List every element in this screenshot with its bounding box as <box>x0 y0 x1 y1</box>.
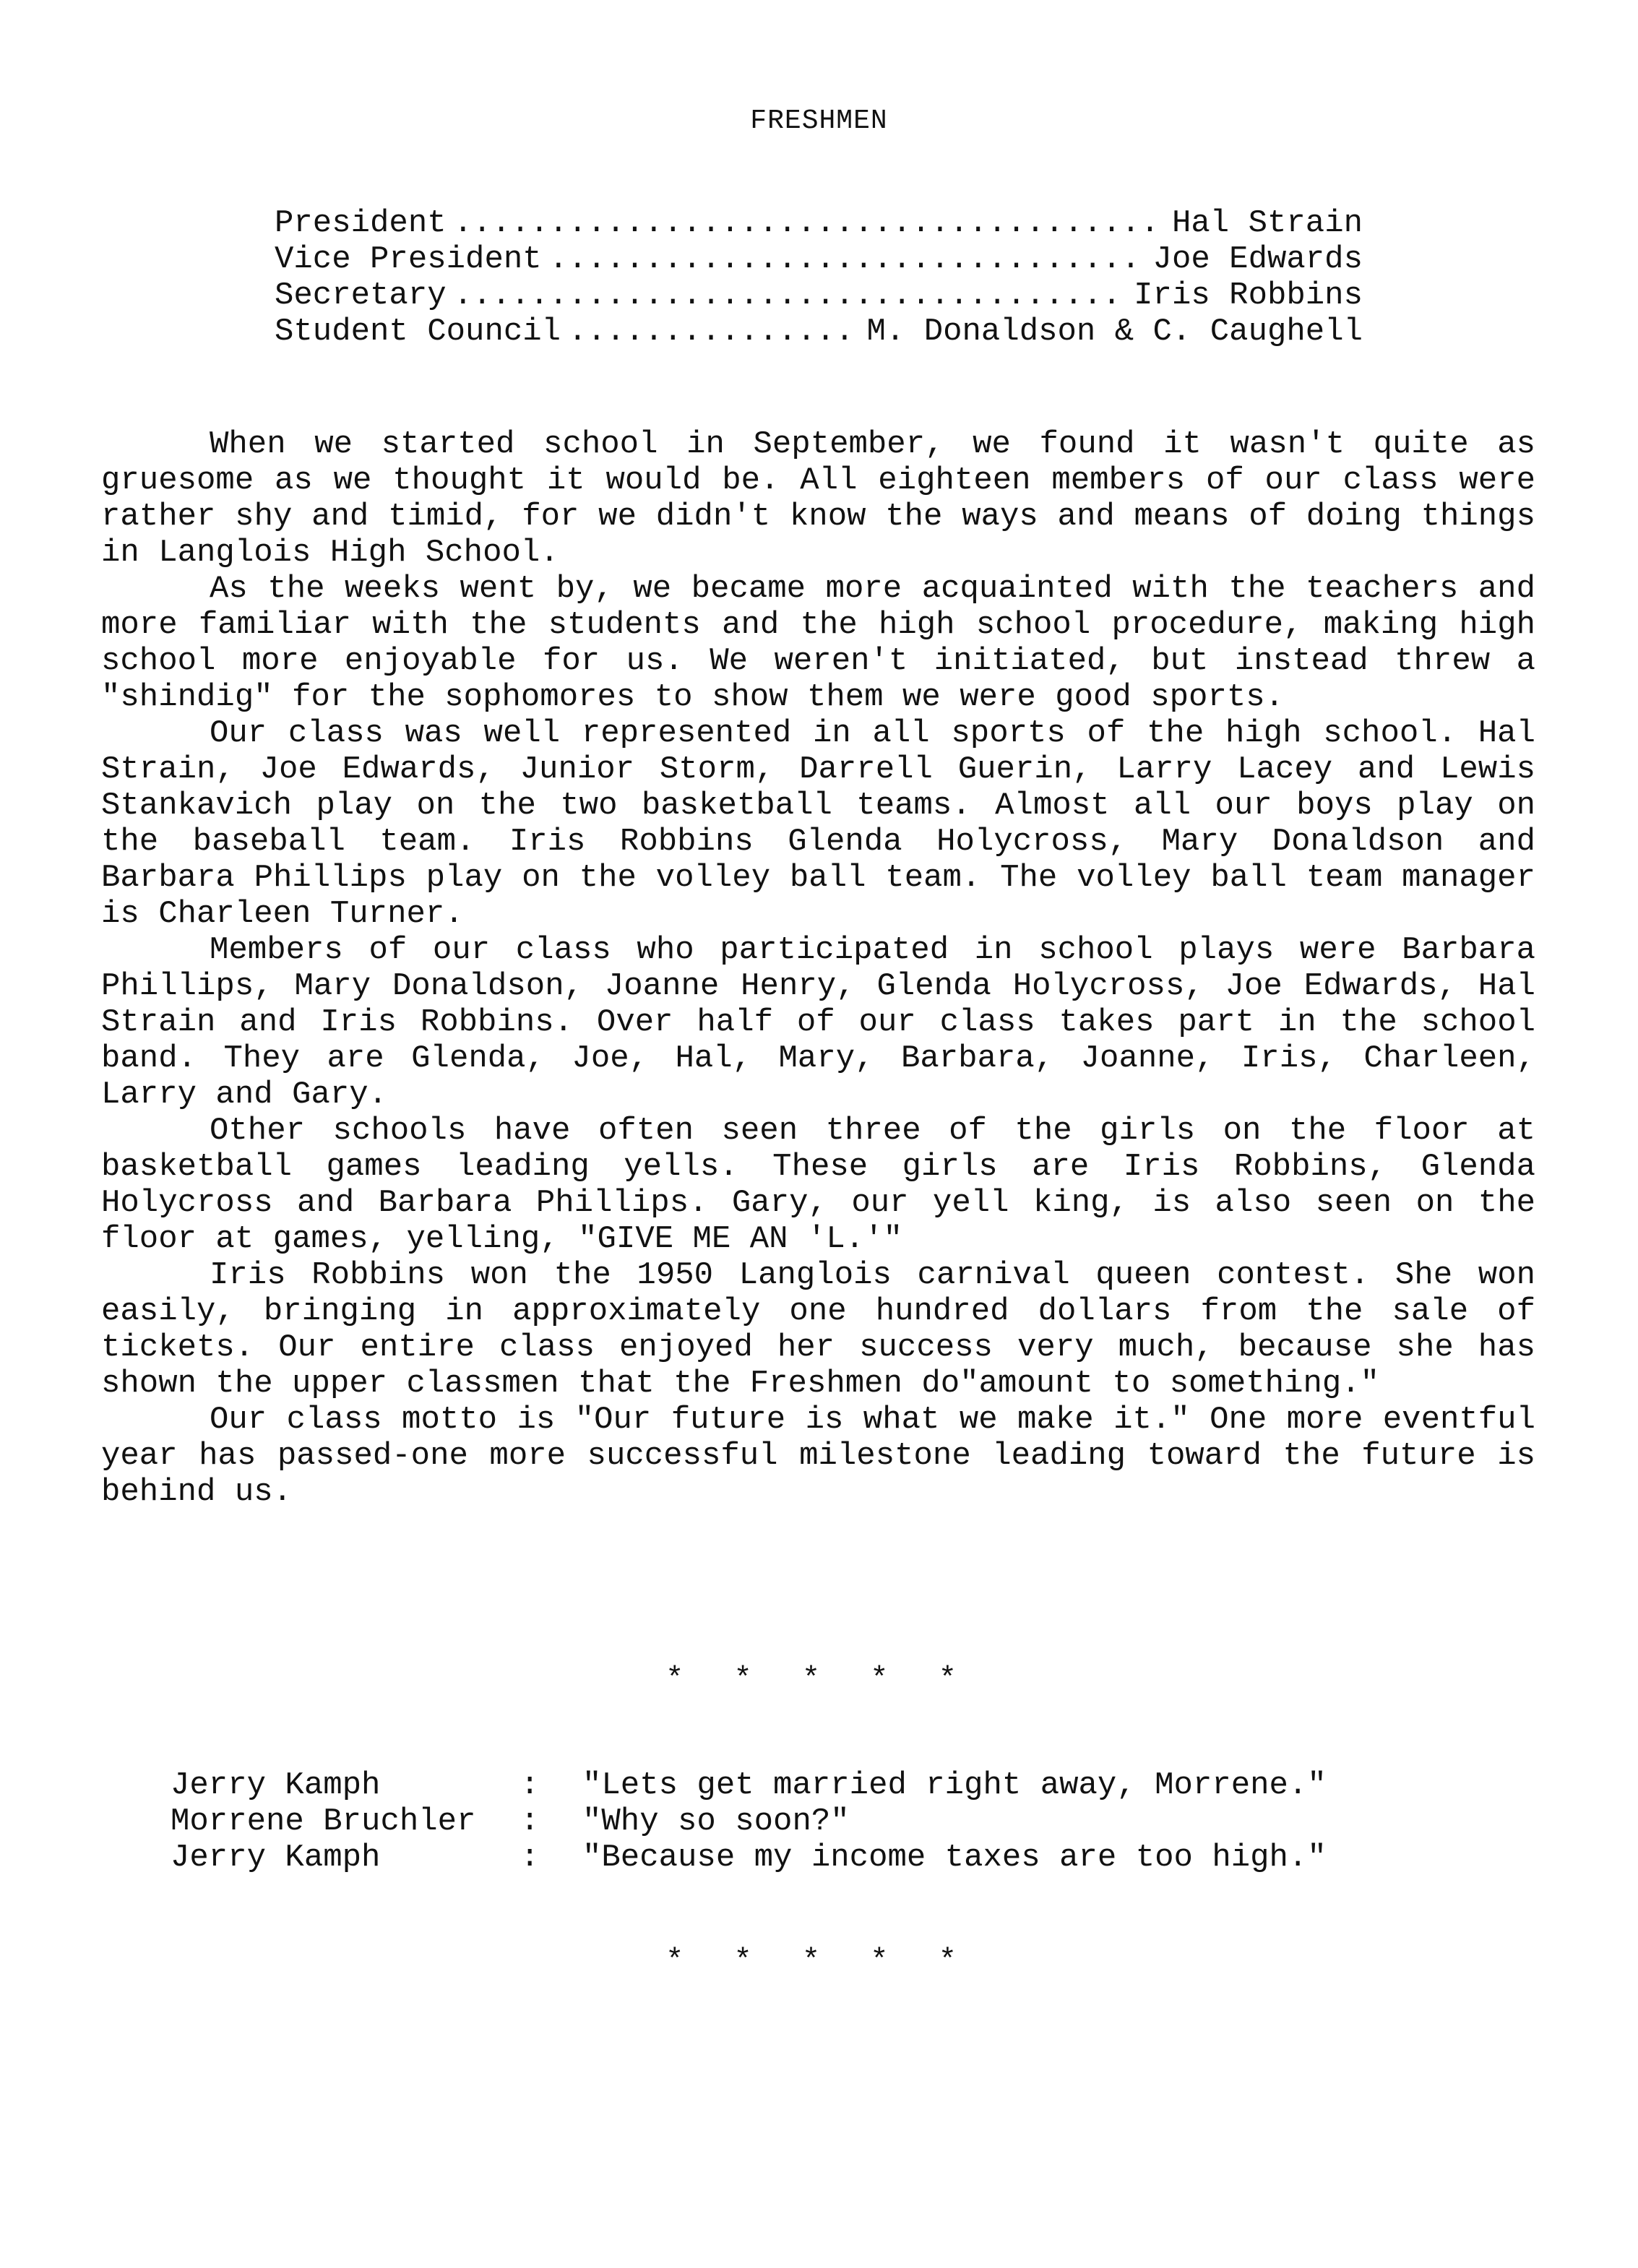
officer-row-president <box>275 205 1363 241</box>
speaker-name: Jerry Kamph <box>171 1840 381 1876</box>
officer-role: President <box>275 205 447 241</box>
officer-row-vice-president <box>275 241 1363 277</box>
paragraph: As the weeks went by, we became more acquainted with the teachers and more familiar with the students and the high school procedure, making high school more enjoyable for us. We weren't initiated, but instead threw a "shindig" for the sophomores to show them we were good sports. <box>101 571 1535 715</box>
speaker-colon: : <box>520 1767 540 1803</box>
dialogue-line <box>171 1767 1327 1803</box>
class-history-text <box>101 426 1535 1510</box>
dot-leader <box>568 314 859 350</box>
paragraph: Our class motto is "Our future is what we make it." One more eventful year has passed-one more successful milestone leading toward the future is behind us. <box>101 1402 1535 1510</box>
dot-leader <box>549 241 1146 277</box>
paragraph: Iris Robbins won the 1950 Langlois carnival queen contest. She won easily, bringing in approximately one hundred dollars from the sale of tickets. Our entire class enjoyed her success very much, because she has shown the upper classmen that the Freshmen do"amount to something." <box>101 1257 1535 1402</box>
officer-name: Hal Strain <box>1171 205 1363 241</box>
paragraph: Our class was well represented in all sports of the high school. Hal Strain, Joe Edwards, Junior Storm, Darrell Guerin, Larry Lacey and Lewis Stankavich play on the two basketball teams. Almost all our boys play on the baseball team. Iris Robbins Glenda Holycross, Mary Donaldson and Barbara Phillips play on the volley ball team. The volley ball team manager is Charleen Turner. <box>101 715 1535 932</box>
spoken-line: "Lets get married right away, Morrene." <box>582 1767 1327 1803</box>
officers-list <box>275 205 1363 350</box>
spoken-line: "Why so soon?" <box>582 1803 850 1840</box>
joke-dialogue <box>171 1767 1327 1876</box>
officer-name: Joe Edwards <box>1152 241 1363 277</box>
paragraph: When we started school in September, we found it wasn't quite as gruesome as we thought it would be. All eighteen members of our class were rather shy and timid, for we didn't know the ways and means of doing things in Langlois High School. <box>101 426 1535 571</box>
officer-row-student-council <box>275 314 1363 350</box>
speaker-name: Jerry Kamph <box>171 1767 381 1803</box>
speaker-name: Morrene Bruchler <box>171 1803 476 1840</box>
dot-leader <box>454 205 1165 241</box>
page-title: FRESHMEN <box>750 105 888 137</box>
section-separator: * * * * * <box>665 1944 973 1978</box>
officer-name: M. Donaldson & C. Caughell <box>866 314 1363 350</box>
officer-name: Iris Robbins <box>1134 277 1363 314</box>
section-separator: * * * * * <box>665 1662 973 1696</box>
dot-leader <box>454 277 1127 314</box>
speaker-colon: : <box>520 1840 540 1876</box>
dialogue-line <box>171 1840 1327 1876</box>
speaker-colon: : <box>520 1803 540 1840</box>
spoken-line: "Because my income taxes are too high." <box>582 1840 1327 1876</box>
officer-role: Vice President <box>275 241 542 277</box>
dialogue-line <box>171 1803 1327 1840</box>
officer-role: Student Council <box>275 314 561 350</box>
officer-row-secretary <box>275 277 1363 314</box>
paragraph: Other schools have often seen three of the girls on the floor at basketball games leading yells. These girls are Iris Robbins, Glenda Holycross and Barbara Phillips. Gary, our yell king, is also seen on the floor at games, yelling, "GIVE ME AN 'L.'" <box>101 1113 1535 1257</box>
paragraph: Members of our class who participated in school plays were Barbara Phillips, Mary Donaldson, Joanne Henry, Glenda Holycross, Joe Edwards, Hal Strain and Iris Robbins. Over half of our class takes part in the school band. They are Glenda, Joe, Hal, Mary, Barbara, Joanne, Iris, Charleen, Larry and Gary. <box>101 932 1535 1113</box>
officer-role: Secretary <box>275 277 447 314</box>
